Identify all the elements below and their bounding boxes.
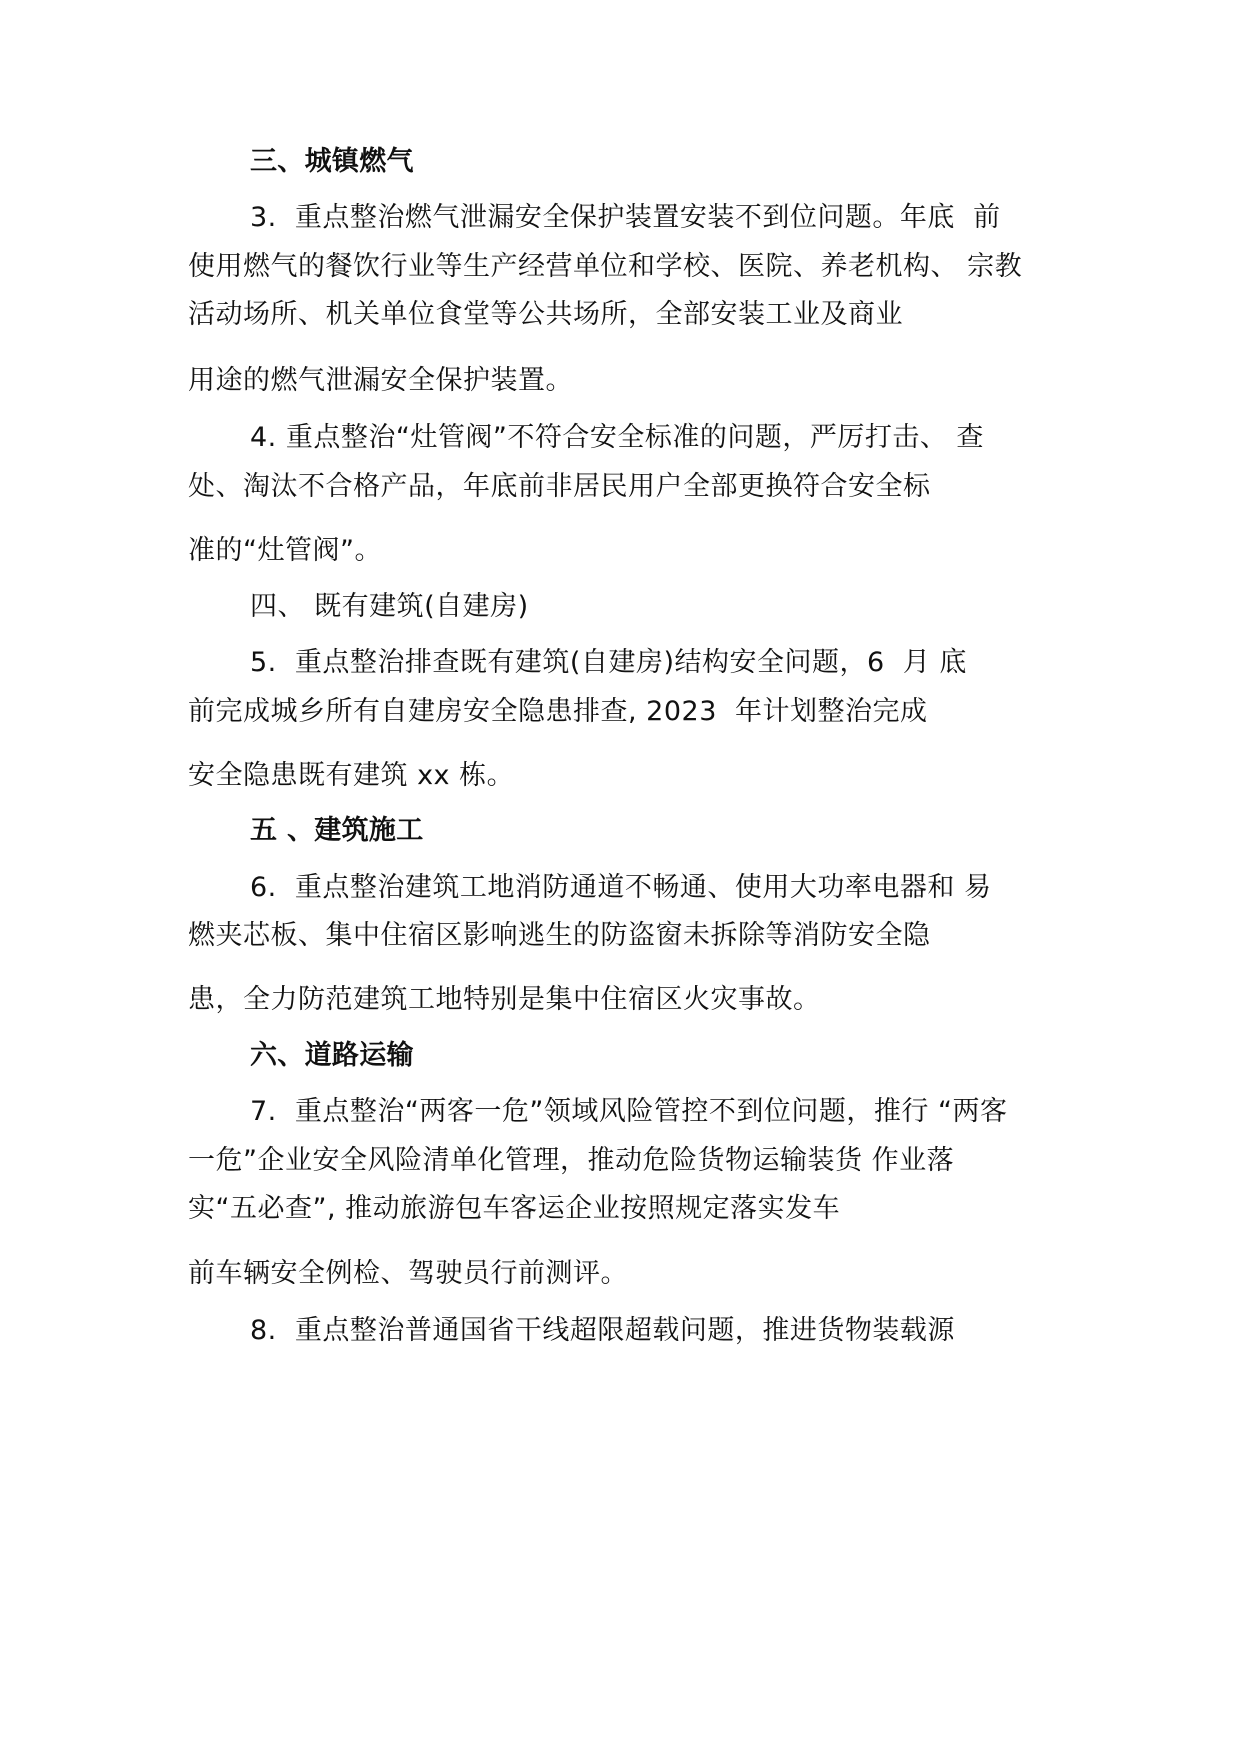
paragraph-5-line-2: 前完成城乡所有自建房安全隐患排查, 2023 年计划整治完成 <box>188 696 928 727</box>
paragraph-3-line-1: 3. 重点整治燃气泄漏安全保护装置安装不到位问题。年底 前 <box>250 202 1001 233</box>
paragraph-7-line-1: 7. 重点整治“两客一危”领域风险管控不到位问题，推行 “两客 <box>250 1096 1008 1127</box>
paragraph-6-line-1: 6. 重点整治建筑工地消防通道不畅通、使用大功率电器和 易 <box>250 872 992 903</box>
paragraph-3-line-2: 使用燃气的餐饮行业等生产经营单位和学校、医院、养老机构、 宗教 <box>188 251 1023 282</box>
paragraph-4-line-1: 4. 重点整治“灶管阀”不符合安全标准的问题，严厉打击、 查 <box>250 422 984 453</box>
paragraph-7-line-2: 一危”企业安全风险清单化管理，推动危险货物运输装货 作业落 <box>188 1145 955 1176</box>
paragraph-6-line-3: 患，全力防范建筑工地特别是集中住宿区火灾事故。 <box>188 984 821 1015</box>
paragraph-5-line-1: 5. 重点整治排查既有建筑(自建房)结构安全问题，6 月 底 <box>250 647 967 678</box>
section-heading-road-transport: 六、道路运输 <box>250 1040 414 1071</box>
paragraph-4-line-3: 准的“灶管阀”。 <box>188 535 382 566</box>
paragraph-8-line-1: 8. 重点整治普通国省干线超限超载问题，推进货物装载源 <box>250 1315 955 1346</box>
paragraph-3-line-3: 活动场所、机关单位食堂等公共场所，全部安装工业及商业 <box>188 299 903 330</box>
section-heading-construction: 五 、建筑施工 <box>250 815 424 846</box>
paragraph-7-line-3: 实“五必查”, 推动旅游包车客运企业按照规定落实发车 <box>188 1193 841 1224</box>
section-heading-existing-buildings: 四、 既有建筑(自建房) <box>250 591 529 622</box>
paragraph-4-line-2: 处、淘汰不合格产品，年底前非居民用户全部更换符合安全标 <box>188 471 931 502</box>
section-heading-urban-gas: 三、城镇燃气 <box>250 146 414 177</box>
paragraph-5-line-3: 安全隐患既有建筑 xx 栋。 <box>188 760 515 791</box>
paragraph-7-line-4: 前车辆安全例检、驾驶员行前测评。 <box>188 1258 628 1289</box>
paragraph-3-line-4: 用途的燃气泄漏安全保护装置。 <box>188 365 573 396</box>
paragraph-6-line-2: 燃夹芯板、集中住宿区影响逃生的防盗窗未拆除等消防安全隐 <box>188 920 931 951</box>
